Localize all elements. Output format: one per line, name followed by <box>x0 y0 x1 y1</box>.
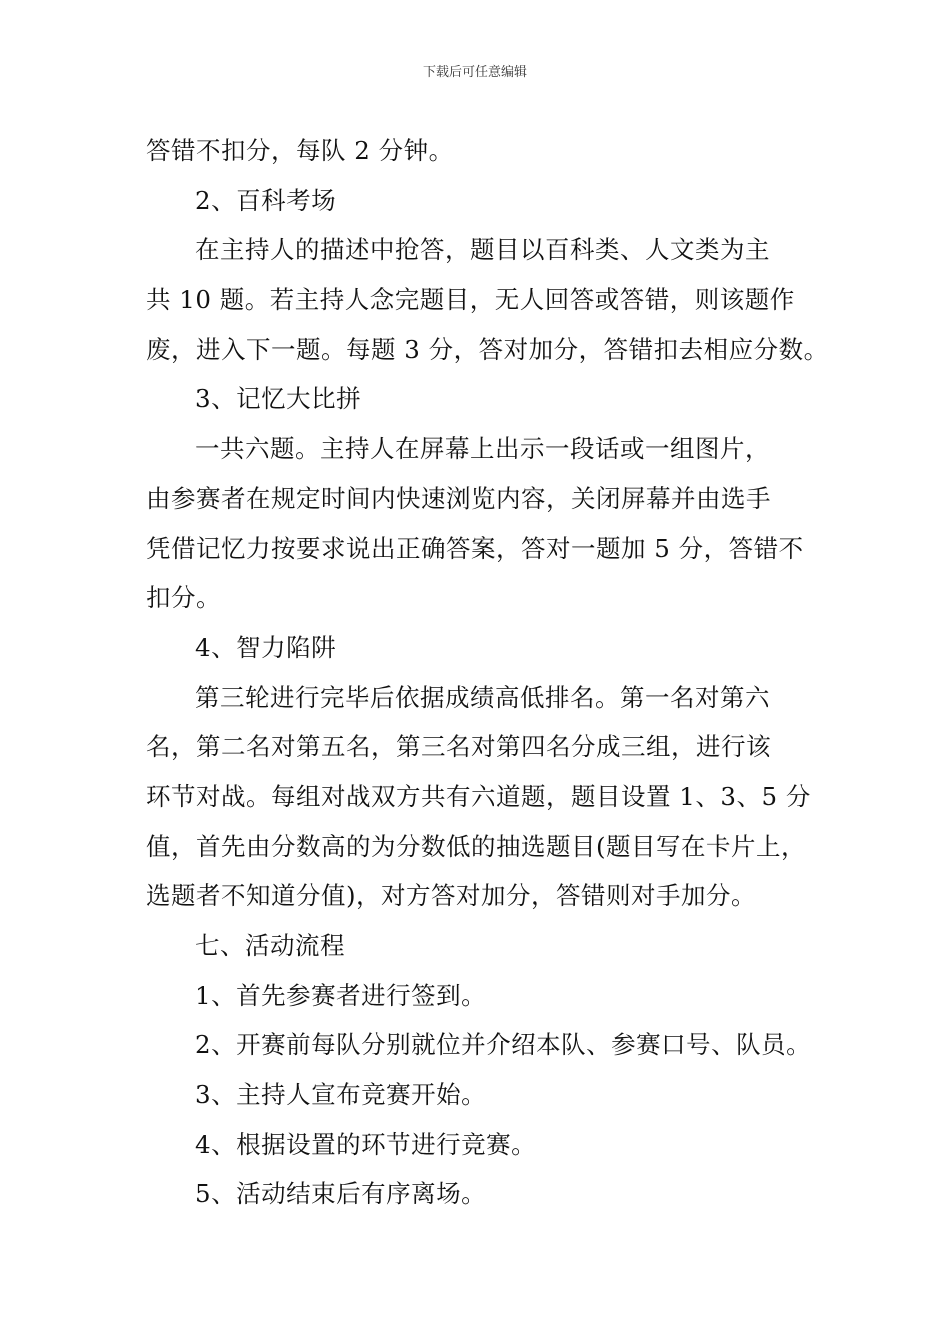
section-heading-zhili: 4、智力陷阱 <box>195 632 337 662</box>
text-line: 由参赛者在规定时间内快速浏览内容，关闭屏幕并由选手 <box>146 483 771 513</box>
list-item: 5、活动结束后有序离场。 <box>195 1179 487 1209</box>
text-line: 在主持人的描述中抢答，题目以百科类、人文类为主 <box>195 235 770 265</box>
text-line: 名，第二名对第五名，第三名对第四名分成三组，进行该 <box>146 732 771 762</box>
list-item: 4、根据设置的环节进行竞赛。 <box>195 1129 537 1159</box>
text-line: 扣分。 <box>146 583 221 613</box>
text-line: 凭借记忆力按要求说出正确答案，答对一题加 5 分，答错不 <box>146 533 804 563</box>
list-item: 3、主持人宣布竞赛开始。 <box>195 1080 487 1110</box>
text-line: 共 10 题。若主持人念完题目，无人回答或答错，则该题作 <box>146 285 795 315</box>
text-line: 一共六题。主持人在屏幕上出示一段话或一组图片， <box>195 434 770 464</box>
document-body <box>146 126 836 1219</box>
text-line: 废，进入下一题。每题 3 分，答对加分，答错扣去相应分数。 <box>146 334 829 364</box>
section-heading-liucheng: 七、活动流程 <box>195 931 345 960</box>
text-line: 值，首先由分数高的为分数低的抽选题目(题目写在卡片上， <box>146 831 807 861</box>
list-item: 2、开赛前每队分别就位并介绍本队、参赛口号、队员。 <box>195 1030 812 1060</box>
list-item: 1、首先参赛者进行签到。 <box>195 980 487 1010</box>
text-line: 选题者不知道分值)，对方答对加分，答错则对手加分。 <box>146 881 757 911</box>
page-header-note: 下载后可任意编辑 <box>422 65 527 80</box>
section-heading-jiyi: 3、记忆大比拼 <box>195 384 362 414</box>
text-line: 环节对战。每组对战双方共有六道题，题目设置 1、3、5 分 <box>146 781 811 811</box>
section-heading-baike: 2、百科考场 <box>195 185 337 215</box>
text-line: 答错不扣分，每队 2 分钟。 <box>146 136 454 165</box>
text-line: 第三轮进行完毕后依据成绩高低排名。第一名对第六 <box>195 682 770 712</box>
